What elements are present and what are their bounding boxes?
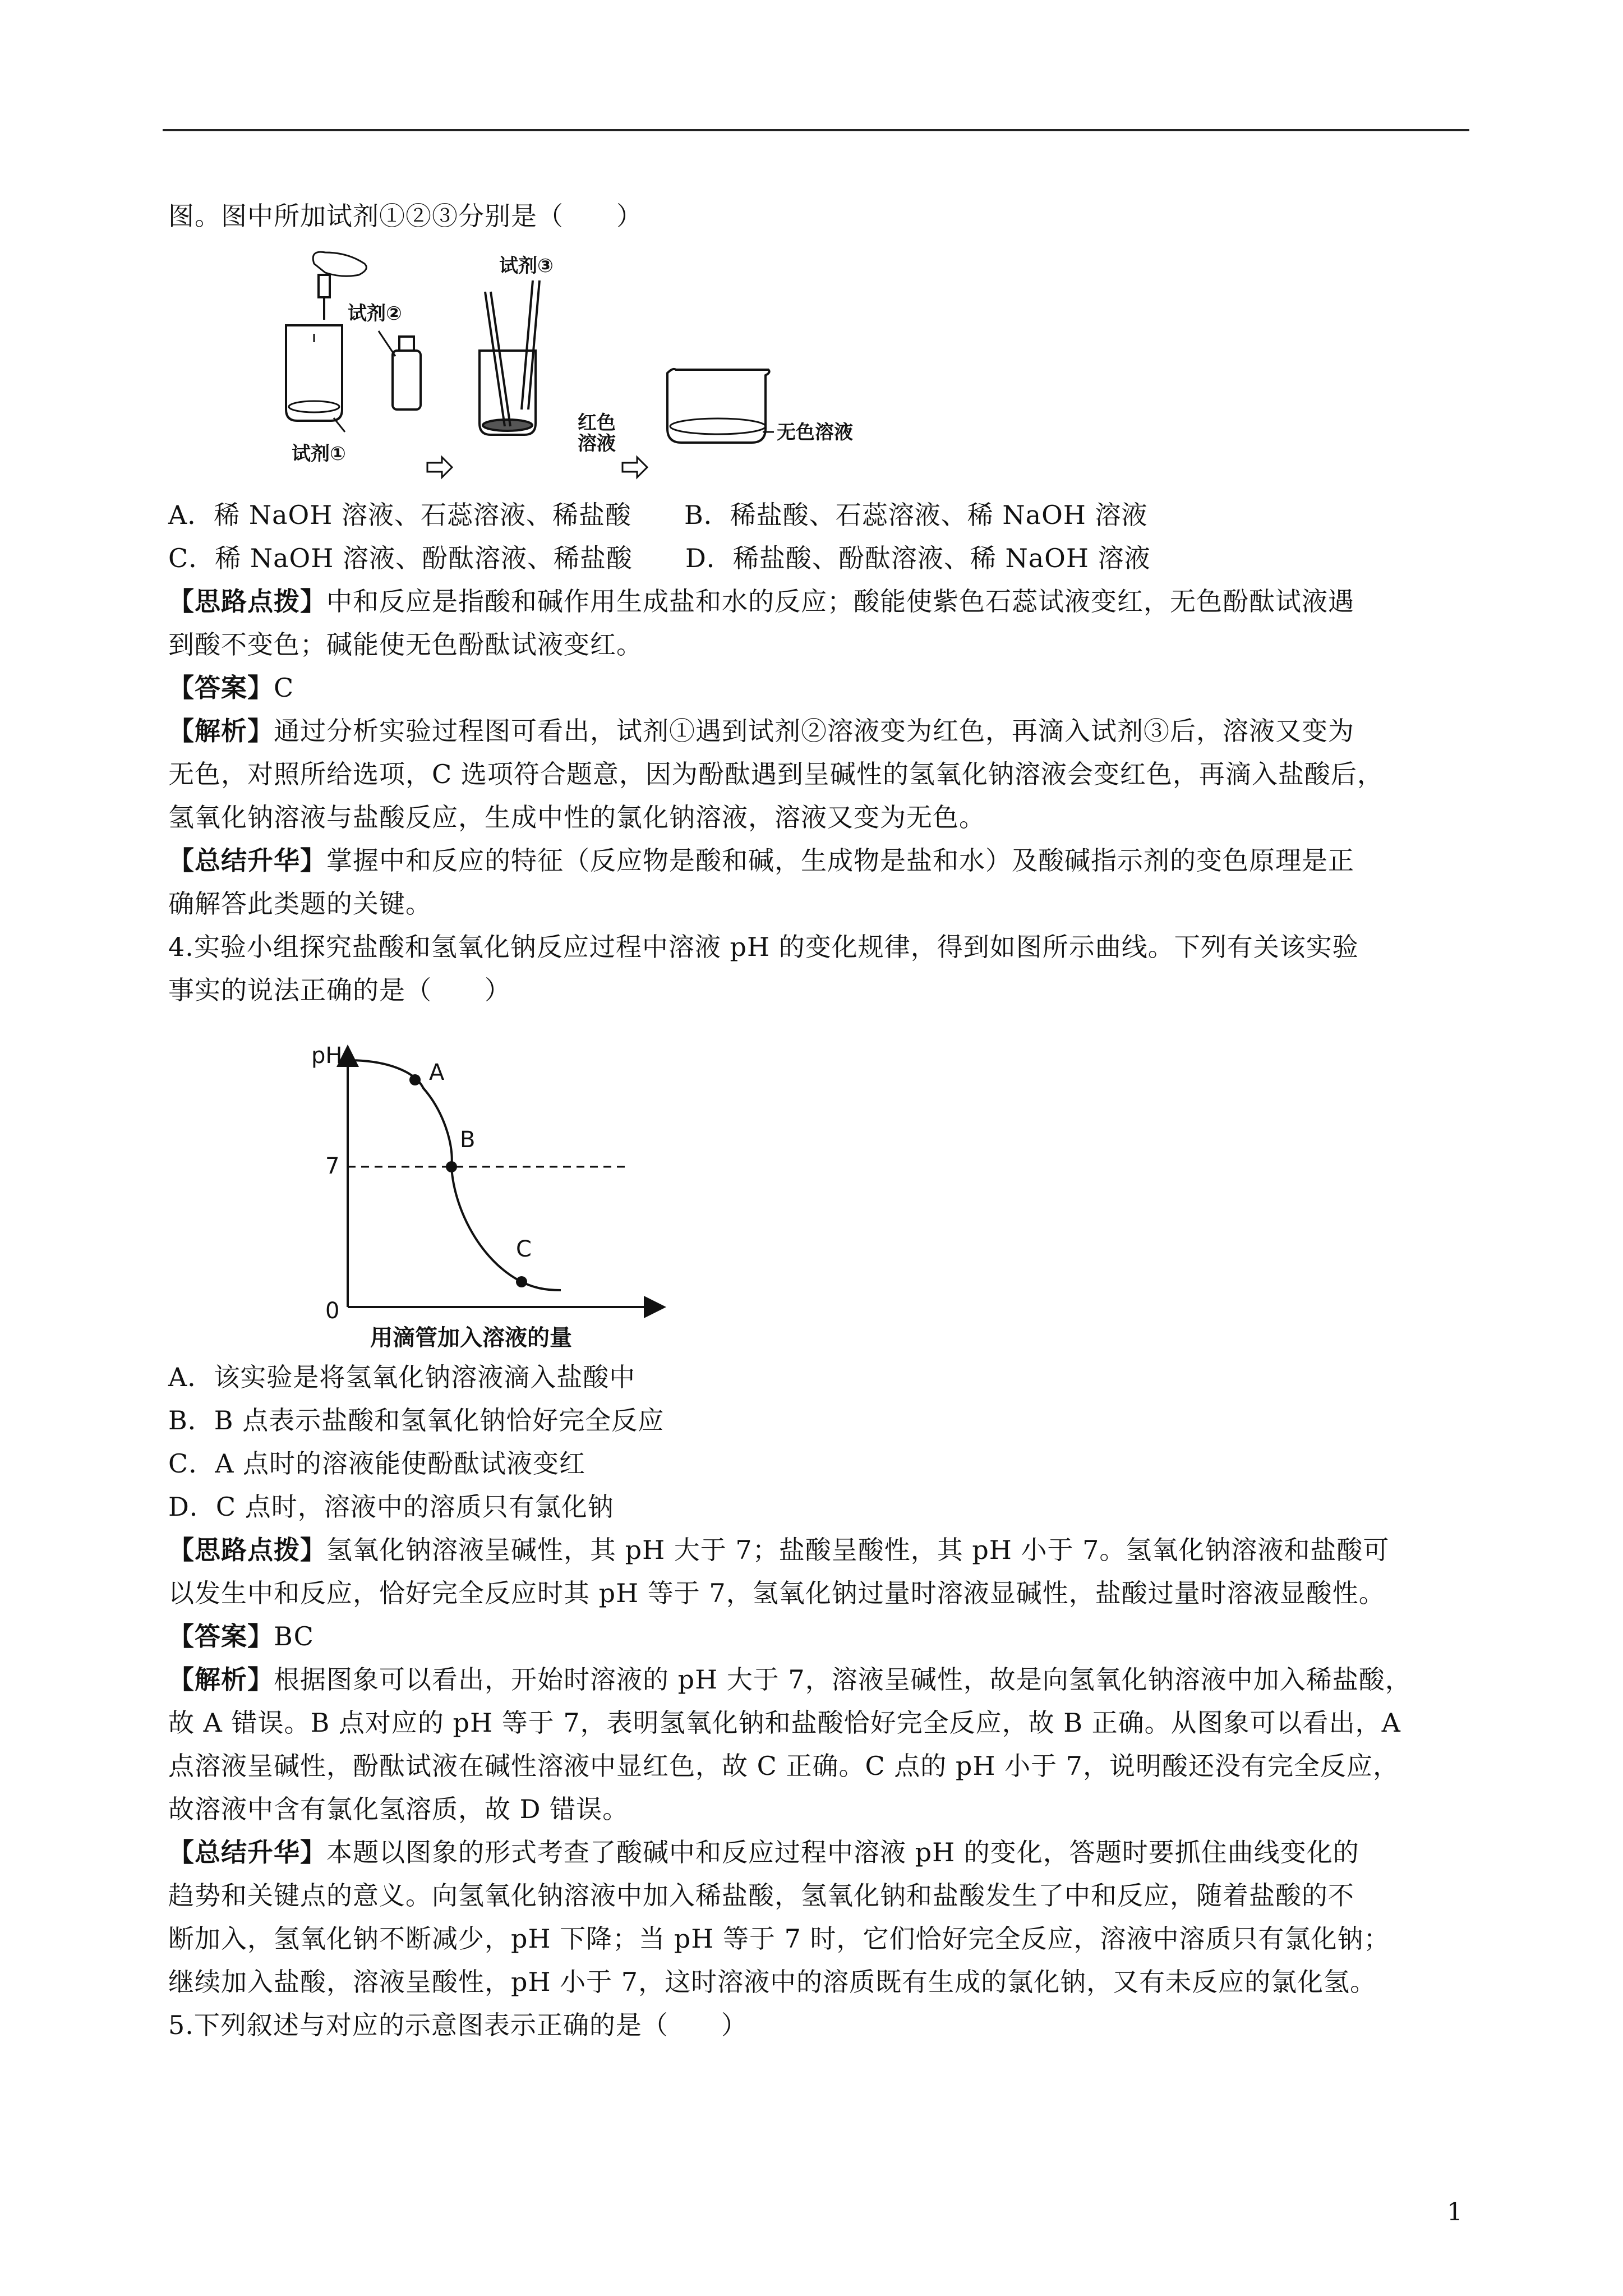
point-c-label: C xyxy=(516,1236,532,1262)
q3-stem: 图。图中所加试剂①②③分别是（ ） xyxy=(168,201,643,231)
q4-analysis-2: 故 A 错误。B 点对应的 pH 等于 7，表明氢氧化钠和盐酸恰好完全反应，故 B 正确。从图象可以看出，A xyxy=(168,1708,1401,1738)
q3-options-2: C．稀 NaOH 溶液、酚酞溶液、稀盐酸 D．稀盐酸、酚酞溶液、稀 NaOH 溶液 xyxy=(168,543,1151,573)
q3-analysis-tag: 【解析】 xyxy=(168,716,274,746)
point-a-dot xyxy=(409,1074,421,1085)
q4-option-d: D．C 点时，溶液中的溶质只有氯化钠 xyxy=(168,1492,614,1522)
point-b-dot xyxy=(446,1161,457,1172)
label-red-solution-2: 溶液 xyxy=(578,432,616,455)
point-b-label: B xyxy=(460,1127,476,1153)
label-reagent1: 试剂① xyxy=(292,443,346,465)
q3-answer-value: C xyxy=(274,673,294,703)
q3-analysis-text-1: 通过分析实验过程图可看出，试剂①遇到试剂②溶液变为红色，再滴入试剂③后，溶液又变为 xyxy=(274,716,1354,746)
q4-answer xyxy=(168,1619,1469,1653)
q3-summary-tag: 【总结升华】 xyxy=(168,845,326,876)
y-tick-7: 7 xyxy=(325,1153,340,1179)
q4-answer-value: BC xyxy=(274,1621,314,1651)
q4-option-c: C．A 点时的溶液能使酚酞试液变红 xyxy=(168,1448,586,1479)
point-c-dot xyxy=(516,1276,527,1287)
q4-hint-2: 以发生中和反应，恰好完全反应时其 pH 等于 7，氢氧化钠过量时溶液显碱性，盐酸过量时溶液显酸性。 xyxy=(168,1578,1385,1608)
q4-hint-tag: 【思路点拨】 xyxy=(168,1535,326,1565)
q3-analysis-1 xyxy=(168,714,1469,748)
q4-summary-tag: 【总结升华】 xyxy=(168,1837,326,1867)
q3-summary-2: 确解答此类题的关键。 xyxy=(168,889,432,919)
y-axis-label: pH xyxy=(311,1043,343,1069)
point-a-label: A xyxy=(429,1060,445,1085)
q4-analysis-4: 故溶液中含有氯化氢溶质，故 D 错误。 xyxy=(168,1794,629,1824)
label-reagent3: 试剂③ xyxy=(499,255,554,277)
q3-hint-1 xyxy=(168,585,1469,618)
origin-label: 0 xyxy=(325,1298,340,1324)
page-number: 1 xyxy=(1447,2198,1463,2226)
q4-stem-2: 事实的说法正确的是（ ） xyxy=(168,975,511,1005)
q4-stem-1: 4.实验小组探究盐酸和氢氧化钠反应过程中溶液 pH 的变化规律，得到如图所示曲线。下列有关该实验 xyxy=(168,932,1359,962)
q3-options-1: A．稀 NaOH 溶液、石蕊溶液、稀盐酸 B．稀盐酸、石蕊溶液、稀 NaOH 溶液 xyxy=(168,500,1148,530)
x-axis-label: 用滴管加入溶液的量 xyxy=(370,1325,572,1351)
q3-answer xyxy=(168,671,1469,705)
q3-experiment-figure xyxy=(280,247,909,494)
q4-hint-text-1: 氢氧化钠溶液呈碱性，其 pH 大于 7；盐酸呈酸性，其 pH 小于 7。氢氧化钠溶液和盐酸可 xyxy=(326,1535,1390,1565)
q4-analysis-1 xyxy=(168,1663,1469,1696)
q4-answer-tag: 【答案】 xyxy=(168,1621,274,1651)
q3-hint-text-1: 中和反应是指酸和碱作用生成盐和水的反应；酸能使紫色石蕊试液变红，无色酚酞试液遇 xyxy=(326,586,1354,616)
q4-summary-4: 继续加入盐酸，溶液呈酸性，pH 小于 7，这时溶液中的溶质既有生成的氯化钠，又有未反应的氯化氢。 xyxy=(168,1967,1377,1997)
q5-stem: 5.下列叙述与对应的示意图表示正确的是（ ） xyxy=(168,2010,748,2040)
q3-answer-tag: 【答案】 xyxy=(168,673,274,703)
q4-summary-3: 断加入，氢氧化钠不断减少，pH 下降；当 pH 等于 7 时，它们恰好完全反应，溶液中溶质只有氯化钠； xyxy=(168,1924,1390,1954)
q3-hint-tag: 【思路点拨】 xyxy=(168,586,326,616)
q4-summary-1 xyxy=(168,1835,1469,1869)
q4-ph-curve-figure xyxy=(303,1027,707,1358)
q3-analysis-2: 无色，对照所给选项，C 选项符合题意，因为酚酞遇到呈碱性的氢氧化钠溶液会变红色，再滴入盐酸后， xyxy=(168,759,1384,789)
q4-analysis-3: 点溶液呈碱性，酚酞试液在碱性溶液中显红色，故 C 正确。C 点的 pH 小于 7，说明酸还没有完全反应， xyxy=(168,1751,1399,1781)
q3-summary-text-1: 掌握中和反应的特征（反应物是酸和碱，生成物是盐和水）及酸碱指示剂的变色原理是正 xyxy=(326,845,1354,876)
q4-option-a: A．该实验是将氢氧化钠溶液滴入盐酸中 xyxy=(168,1362,636,1392)
q4-analysis-text-1: 根据图象可以看出，开始时溶液的 pH 大于 7，溶液呈碱性，故是向氢氧化钠溶液中加入稀盐酸， xyxy=(274,1664,1412,1695)
q4-hint-1 xyxy=(168,1533,1469,1567)
q3-analysis-3: 氢氧化钠溶液与盐酸反应，生成中性的氯化钠溶液，溶液又变为无色。 xyxy=(168,802,985,832)
header-rule xyxy=(163,129,1469,131)
q3-summary-1 xyxy=(168,844,1469,877)
label-reagent2: 试剂② xyxy=(348,302,402,325)
q4-summary-text-1: 本题以图象的形式考查了酸碱中和反应过程中溶液 pH 的变化，答题时要抓住曲线变化的 xyxy=(326,1837,1359,1867)
q4-option-b: B．B 点表示盐酸和氢氧化钠恰好完全反应 xyxy=(168,1405,665,1435)
q3-hint-2: 到酸不变色；碱能使无色酚酞试液变红。 xyxy=(168,629,643,660)
label-red-solution-1: 红色 xyxy=(578,412,616,434)
q4-analysis-tag: 【解析】 xyxy=(168,1664,274,1695)
q4-summary-2: 趋势和关键点的意义。向氢氧化钠溶液中加入稀盐酸，氢氧化钠和盐酸发生了中和反应，随着盐酸的不 xyxy=(168,1880,1354,1911)
label-colorless-solution: 无色溶液 xyxy=(777,421,853,444)
